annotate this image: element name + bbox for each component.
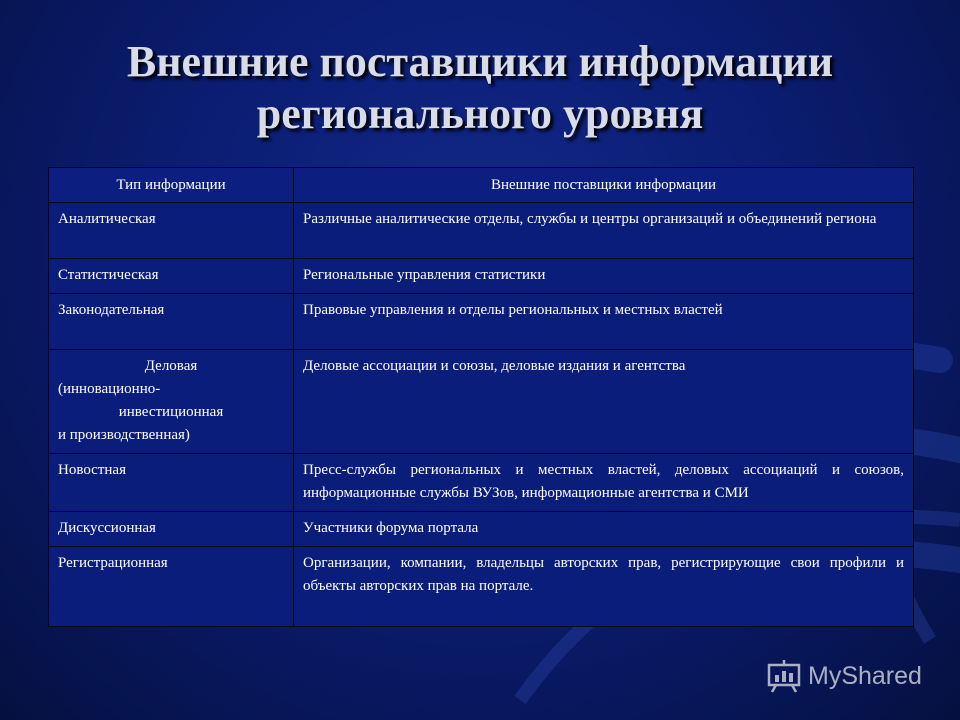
providers-cell: Пресс-службы региональных и местных властей, деловых ассоциаций и союзов, информационные службы ВУЗов, информационные агентства и СМИ [294, 454, 914, 512]
providers-cell: Организации, компании, владельцы авторских прав, регистрирующие свои профили и объекты авторских прав на портале. [294, 547, 914, 627]
myshared-watermark [766, 654, 956, 698]
table-row [49, 203, 914, 259]
table-row [49, 350, 914, 454]
table-row [49, 512, 914, 547]
type-line: (инновационно- [58, 381, 161, 397]
type-cell: Новостная [49, 454, 294, 512]
type-cell: Дискуссионная [49, 512, 294, 547]
providers-cell: Различные аналитические отделы, службы и центры организаций и объединений региона [294, 203, 914, 259]
slide-title-line-1: Внешние поставщики информации [126, 37, 834, 86]
providers-cell: Правовые управления и отделы региональных и местных властей [294, 294, 914, 350]
type-line: инвестиционная [118, 404, 224, 420]
table-row [49, 547, 914, 627]
watermark-text: MyShared [808, 661, 922, 690]
type-cell [49, 350, 294, 454]
table-header-row [49, 168, 914, 203]
slide-title [0, 36, 960, 140]
providers-cell: Деловые ассоциации и союзы, деловые издания и агентства [294, 350, 914, 454]
providers-cell: Региональные управления статистики [294, 259, 914, 294]
information-providers-table [48, 167, 914, 627]
type-line: и производственная) [58, 427, 190, 443]
type-cell: Законодательная [49, 294, 294, 350]
table-row [49, 454, 914, 512]
column-header-type: Тип информации [49, 168, 294, 203]
type-cell: Статистическая [49, 259, 294, 294]
type-cell: Аналитическая [49, 203, 294, 259]
providers-cell: Участники форума портала [294, 512, 914, 547]
column-header-providers: Внешние поставщики информации [294, 168, 914, 203]
type-cell: Регистрационная [49, 547, 294, 627]
slide-title-line-2: регионального уровня [256, 89, 704, 138]
table-row [49, 259, 914, 294]
table-row [49, 294, 914, 350]
presentation-board-icon [766, 658, 802, 694]
type-line: Деловая [144, 358, 198, 374]
